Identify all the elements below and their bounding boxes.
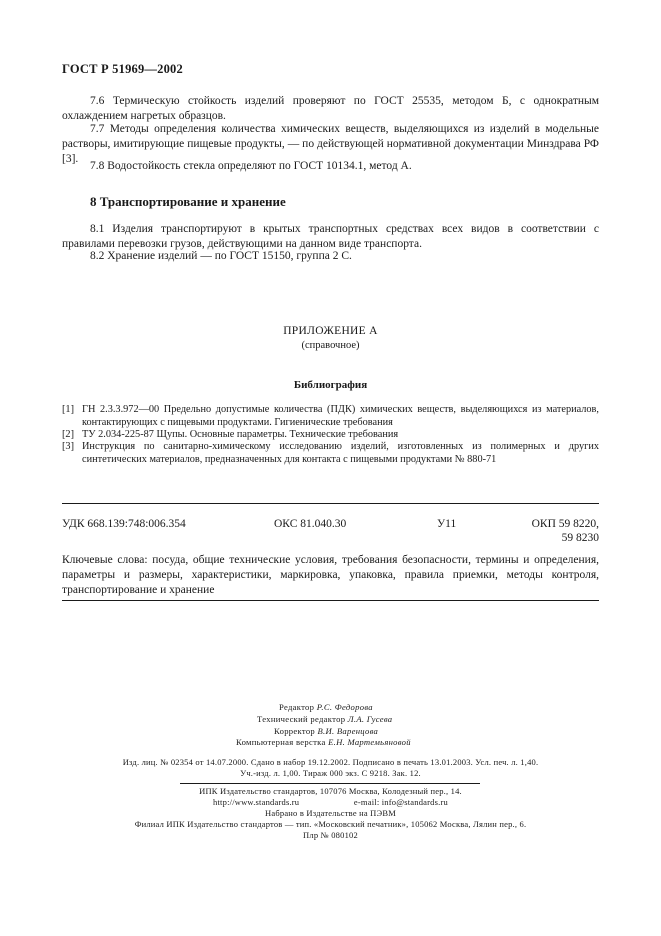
- divider-publisher: [180, 783, 480, 784]
- appendix-title: ПРИЛОЖЕНИЕ А: [283, 325, 378, 337]
- clause-7-8: 7.8 Водостойкость стекла определяют по ГОСТ 10134.1, метод А.: [90, 160, 412, 172]
- appendix-subtitle: (справочное): [301, 340, 360, 351]
- publisher-address: ИПК Издательство стандартов, 107076 Москва, Колодезный пер., 14.: [199, 786, 462, 796]
- okp-line-2: 59 8230: [561, 531, 599, 544]
- divider-top: [62, 503, 599, 504]
- ref-number: [2]: [62, 429, 75, 440]
- license-number: Плр № 080102: [303, 830, 358, 840]
- oks-code: ОКС 81.040.30: [274, 518, 347, 530]
- credit-corrector: [274, 726, 378, 737]
- credit-editor: [279, 702, 373, 713]
- credit-label: Корректор: [274, 726, 316, 736]
- credit-name: В.И. Варенцова: [317, 726, 379, 736]
- ref-number: [1]: [62, 404, 75, 415]
- credit-label: Технический редактор: [257, 714, 346, 724]
- publishing-line-2: Уч.-изд. л. 1,00. Тираж 000 экз. С 9218. Зак. 12.: [240, 768, 421, 778]
- clause-7-7: 7.7 Методы определения количества химических веществ, выделяющихся из изделий в модельные растворы, имитирующие пищевые продукты, — по действующей нормативной документации Минздрава РФ [3].: [62, 123, 599, 165]
- credit-label: Компьютерная верстка: [236, 737, 326, 747]
- publisher-email: e-mail: info@standards.ru: [353, 797, 448, 807]
- document-header: ГОСТ Р 51969—2002: [62, 62, 183, 76]
- section-8-title: 8 Транспортирование и хранение: [90, 194, 286, 209]
- credit-name: Е.Н. Мартемьяновой: [328, 737, 411, 747]
- typesetting-note: Набрано в Издательстве на ПЭВМ: [265, 808, 396, 818]
- credit-name: Р.С. Федорова: [316, 702, 373, 712]
- publisher-contacts: [62, 797, 599, 808]
- ref-text: ТУ 2.034-225-87 Щупы. Основные параметры. Технические требования: [82, 429, 399, 440]
- bibliography-title: Библиография: [293, 379, 368, 391]
- publishing-line-1: Изд. лиц. № 02354 от 14.07.2000. Сдано в набор 19.12.2002. Подписано в печать 13.01.2003. Усл. печ. л. 1,40.: [122, 757, 539, 767]
- udc-code: УДК 668.139:748:006.354: [62, 518, 186, 530]
- clause-7-6: 7.6 Термическую стойкость изделий проверяют по ГОСТ 25535, методом Б, с однократным охлаждением нагретых образцов.: [62, 95, 599, 122]
- clause-8-1: 8.1 Изделия транспортируют в крытых транспортных средствах всех видов в соответствии с правилами перевозки грузов, действующими на данном виде транспорта.: [62, 223, 599, 250]
- credit-name: Л.А. Гусева: [347, 714, 393, 724]
- credit-tech-editor: [257, 714, 392, 725]
- clause-8-2: 8.2 Хранение изделий — по ГОСТ 15150, группа 2 С.: [90, 250, 352, 262]
- ref-text: Инструкция по санитарно-химическому исследованию изделий, изготовленных из полимерных и других синтетических материалов, предназначенных для контакта с пищевыми продуктами № 880-71: [82, 441, 599, 465]
- credit-layout: [236, 737, 411, 748]
- ref-text: ГН 2.3.3.972—00 Предельно допустимые количества (ПДК) химических веществ, выделяющихся из материалов, контактирующих с пищевыми продуктами. Гигиенические требования: [82, 404, 599, 428]
- group-code: У11: [437, 518, 457, 530]
- bibliography-ref-3: [62, 441, 599, 466]
- ref-number: [3]: [62, 441, 75, 452]
- divider-bottom: [62, 600, 599, 601]
- bibliography-ref-2: [62, 429, 599, 442]
- keywords-paragraph: Ключевые слова: посуда, общие технические условия, требования безопасности, термины и определения, параметры и размеры, характеристики, маркировка, упаковка, правила приемки, методы контроля, транспортирование и хранение: [62, 554, 599, 596]
- okp-line-1: ОКП 59 8220,: [531, 518, 599, 530]
- bibliography-ref-1: [62, 404, 599, 429]
- credit-label: Редактор: [279, 702, 315, 712]
- publisher-website: http://www.standards.ru: [213, 797, 300, 807]
- okp-code: [520, 518, 599, 545]
- printing-house: Филиал ИПК Издательство стандартов — тип. «Московский печатник», 105062 Москва, Лялин пер., 6.: [134, 819, 527, 829]
